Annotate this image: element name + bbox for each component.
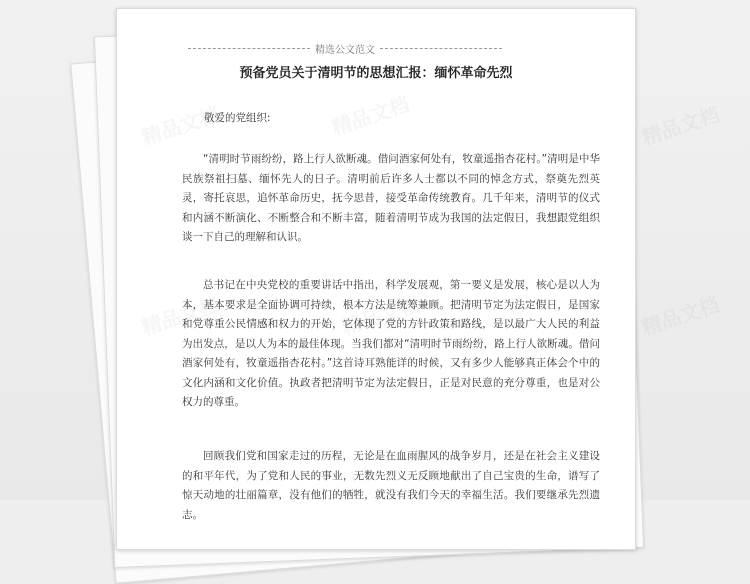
salutation: 敬爱的党组织: bbox=[204, 112, 271, 124]
header-label: 精选公文范文 bbox=[315, 45, 375, 56]
document-title: 预备党员关于清明节的思想汇报：缅怀革命先烈 bbox=[239, 66, 513, 81]
header-dash-left bbox=[188, 48, 310, 49]
paragraph-1: “清明时节雨纷纷，路上行人欲断魂。借问酒家何处有，牧童遥指杏花村。”清明是中华民族祭祖扫墓、缅怀先人的日子。清明前后许多人士都以不同的悼念方式，祭奠先烈英灵，寄托哀思，追怀革命历史，抚今思昔，接受革命传统教育。几千年来，清明节的仪式和内涵不断演化、不断整合和不断丰富，随着清明节成为我国的法定假日，我想跟党组织谈一下自己的理解和认识。 bbox=[182, 153, 600, 243]
watermark: 精品文档 bbox=[638, 102, 723, 150]
paragraph-3: 回顾我们党和国家走过的历程，无论是在血雨腥风的战争岁月，还是在社会主义建设的和平年代，为了党和人民的事业，无数先烈义无反顾地献出了自己宝贵的生命，谱写了惊天动地的壮丽篇章，没有他们的牺牲，就没有我们今天的幸福生活。我们要继承先烈遗志。 bbox=[182, 450, 600, 521]
header-dash-right bbox=[380, 48, 502, 49]
watermark: 精品文档 bbox=[638, 292, 723, 340]
paragraph-2: 总书记在中央党校的重要讲话中指出，科学发展观，第一要义是发展，核心是以人为本，基本要求是全面协调可持续，根本方法是统筹兼顾。把清明节定为法定假日，是国家和党尊重公民情感和权力的开始，它体现了党的方针政策和路线，是以最广大人民的利益为出发点，是以人为本的最佳体现。当我们都对“清明时节雨纷纷，路上行人欲断魂。借问酒家何处有，牧童遥指杏花村。”这首诗耳熟能详的时候，又有多少人能够真正体会个中的文化内涵和文化价值。执政者把清明节定为法定假日，正是对民意的充分尊重，也是对公权力的尊重。 bbox=[182, 279, 600, 408]
document-header bbox=[186, 41, 504, 56]
